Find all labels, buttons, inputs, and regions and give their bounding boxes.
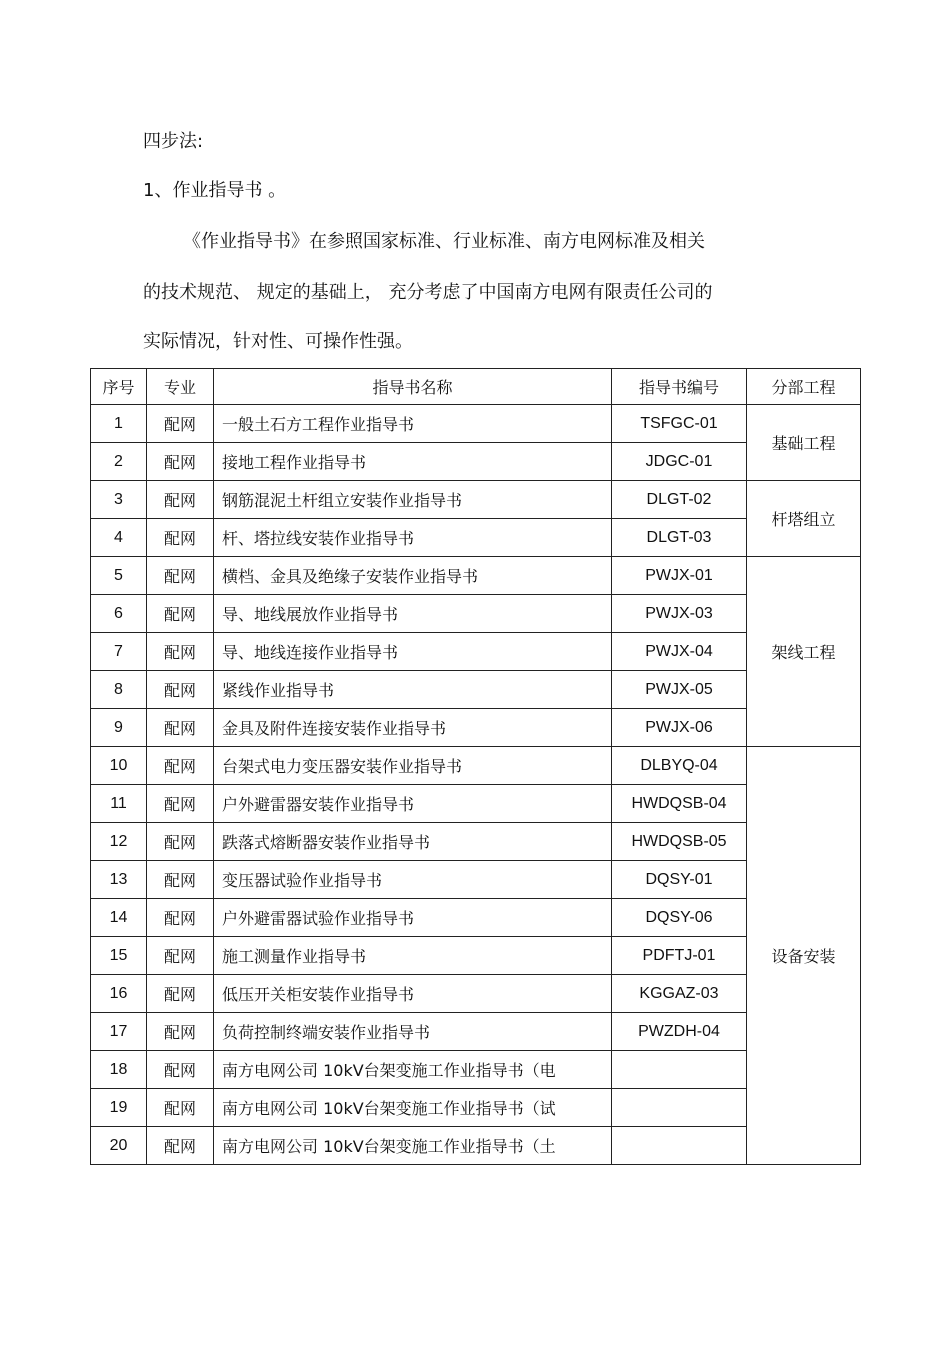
table-row	[91, 1013, 861, 1051]
row-guide-code: PWJX-05	[612, 671, 747, 709]
table-row	[91, 937, 861, 975]
row-guide-code: KGGAZ-03	[612, 975, 747, 1013]
body-text-line: 《作业指导书》在参照国家标准、行业标准、南方电网标准及相关	[183, 231, 705, 252]
row-number: 18	[91, 1051, 147, 1089]
row-major: 配网	[147, 709, 214, 747]
body-text-line: 的技术规范、 规定的基础上， 充分考虑了中国南方电网有限责任公司的	[143, 282, 713, 303]
body-text-line: 实际情况，针对性、可操作性强。	[143, 331, 413, 352]
table-row	[91, 405, 861, 443]
row-guide-code: HWDQSB-04	[612, 785, 747, 823]
row-guide-code: PWJX-06	[612, 709, 747, 747]
row-guide-name: 紧线作业指导书	[214, 671, 612, 709]
row-guide-name: 接地工程作业指导书	[214, 443, 612, 481]
table-header-row	[91, 369, 861, 405]
header-major: 专业	[147, 369, 214, 405]
row-number: 15	[91, 937, 147, 975]
table-row	[91, 861, 861, 899]
table-row	[91, 595, 861, 633]
row-number: 17	[91, 1013, 147, 1051]
row-number: 13	[91, 861, 147, 899]
table-row	[91, 975, 861, 1013]
row-guide-code: DLBYQ-04	[612, 747, 747, 785]
section-title: 四步法:	[143, 131, 204, 152]
row-number: 5	[91, 557, 147, 595]
row-guide-name: 低压开关柜安装作业指导书	[214, 975, 612, 1013]
table-body	[91, 405, 861, 1165]
table-row	[91, 671, 861, 709]
row-guide-name: 变压器试验作业指导书	[214, 861, 612, 899]
row-sub-project: 架线工程	[747, 557, 861, 747]
row-major: 配网	[147, 595, 214, 633]
table-row	[91, 1089, 861, 1127]
row-number: 14	[91, 899, 147, 937]
row-guide-code: TSFGC-01	[612, 405, 747, 443]
table-row	[91, 747, 861, 785]
row-number: 6	[91, 595, 147, 633]
row-number: 19	[91, 1089, 147, 1127]
table-row	[91, 899, 861, 937]
row-major: 配网	[147, 937, 214, 975]
table-row	[91, 823, 861, 861]
row-guide-code: DQSY-01	[612, 861, 747, 899]
row-number: 4	[91, 519, 147, 557]
row-number: 12	[91, 823, 147, 861]
row-number: 1	[91, 405, 147, 443]
row-guide-name: 南方电网公司 10kV台架变施工作业指导书（试	[214, 1089, 612, 1127]
row-guide-code: PWJX-04	[612, 633, 747, 671]
table-row	[91, 557, 861, 595]
row-guide-name: 金具及附件连接安装作业指导书	[214, 709, 612, 747]
row-major: 配网	[147, 557, 214, 595]
row-sub-project: 基础工程	[747, 405, 861, 481]
row-major: 配网	[147, 519, 214, 557]
row-guide-code: PWZDH-04	[612, 1013, 747, 1051]
row-number: 11	[91, 785, 147, 823]
row-sub-project: 杆塔组立	[747, 481, 861, 557]
subsection-heading: 1、作业指导书 。	[143, 180, 287, 201]
row-guide-code: HWDQSB-05	[612, 823, 747, 861]
row-major: 配网	[147, 823, 214, 861]
row-major: 配网	[147, 633, 214, 671]
guide-table	[90, 368, 861, 1165]
header-code: 指导书编号	[612, 369, 747, 405]
row-number: 7	[91, 633, 147, 671]
row-number: 20	[91, 1127, 147, 1165]
row-major: 配网	[147, 785, 214, 823]
row-guide-code: DLGT-02	[612, 481, 747, 519]
table-row	[91, 709, 861, 747]
row-guide-code: DLGT-03	[612, 519, 747, 557]
row-guide-name: 导、地线展放作业指导书	[214, 595, 612, 633]
row-guide-name: 户外避雷器安装作业指导书	[214, 785, 612, 823]
table-row	[91, 785, 861, 823]
row-number: 16	[91, 975, 147, 1013]
row-guide-name: 施工测量作业指导书	[214, 937, 612, 975]
row-guide-code: DQSY-06	[612, 899, 747, 937]
row-major: 配网	[147, 975, 214, 1013]
table-row	[91, 1127, 861, 1165]
row-guide-code	[612, 1051, 747, 1089]
row-number: 8	[91, 671, 147, 709]
header-no: 序号	[91, 369, 147, 405]
row-guide-name: 台架式电力变压器安装作业指导书	[214, 747, 612, 785]
row-guide-code: PWJX-01	[612, 557, 747, 595]
row-guide-code	[612, 1089, 747, 1127]
header-part: 分部工程	[747, 369, 861, 405]
row-guide-name: 一般土石方工程作业指导书	[214, 405, 612, 443]
row-major: 配网	[147, 405, 214, 443]
row-major: 配网	[147, 1127, 214, 1165]
row-major: 配网	[147, 443, 214, 481]
row-guide-name: 杆、塔拉线安装作业指导书	[214, 519, 612, 557]
row-guide-name: 横档、金具及绝缘子安装作业指导书	[214, 557, 612, 595]
row-major: 配网	[147, 1089, 214, 1127]
row-major: 配网	[147, 1013, 214, 1051]
row-major: 配网	[147, 481, 214, 519]
row-major: 配网	[147, 899, 214, 937]
row-guide-code	[612, 1127, 747, 1165]
row-guide-code: PDFTJ-01	[612, 937, 747, 975]
header-name: 指导书名称	[214, 369, 612, 405]
row-major: 配网	[147, 747, 214, 785]
row-number: 10	[91, 747, 147, 785]
row-guide-name: 南方电网公司 10kV台架变施工作业指导书（电	[214, 1051, 612, 1089]
row-number: 2	[91, 443, 147, 481]
row-sub-project: 设备安装	[747, 747, 861, 1165]
row-guide-name: 导、地线连接作业指导书	[214, 633, 612, 671]
row-guide-code: JDGC-01	[612, 443, 747, 481]
row-guide-name: 户外避雷器试验作业指导书	[214, 899, 612, 937]
table-row	[91, 633, 861, 671]
row-major: 配网	[147, 671, 214, 709]
row-guide-name: 南方电网公司 10kV台架变施工作业指导书（土	[214, 1127, 612, 1165]
table-row	[91, 443, 861, 481]
row-major: 配网	[147, 1051, 214, 1089]
table-row	[91, 481, 861, 519]
row-guide-name: 负荷控制终端安装作业指导书	[214, 1013, 612, 1051]
row-guide-name: 钢筋混泥土杆组立安装作业指导书	[214, 481, 612, 519]
row-guide-code: PWJX-03	[612, 595, 747, 633]
table-row	[91, 519, 861, 557]
row-number: 3	[91, 481, 147, 519]
row-guide-name: 跌落式熔断器安装作业指导书	[214, 823, 612, 861]
row-number: 9	[91, 709, 147, 747]
row-major: 配网	[147, 861, 214, 899]
table-row	[91, 1051, 861, 1089]
